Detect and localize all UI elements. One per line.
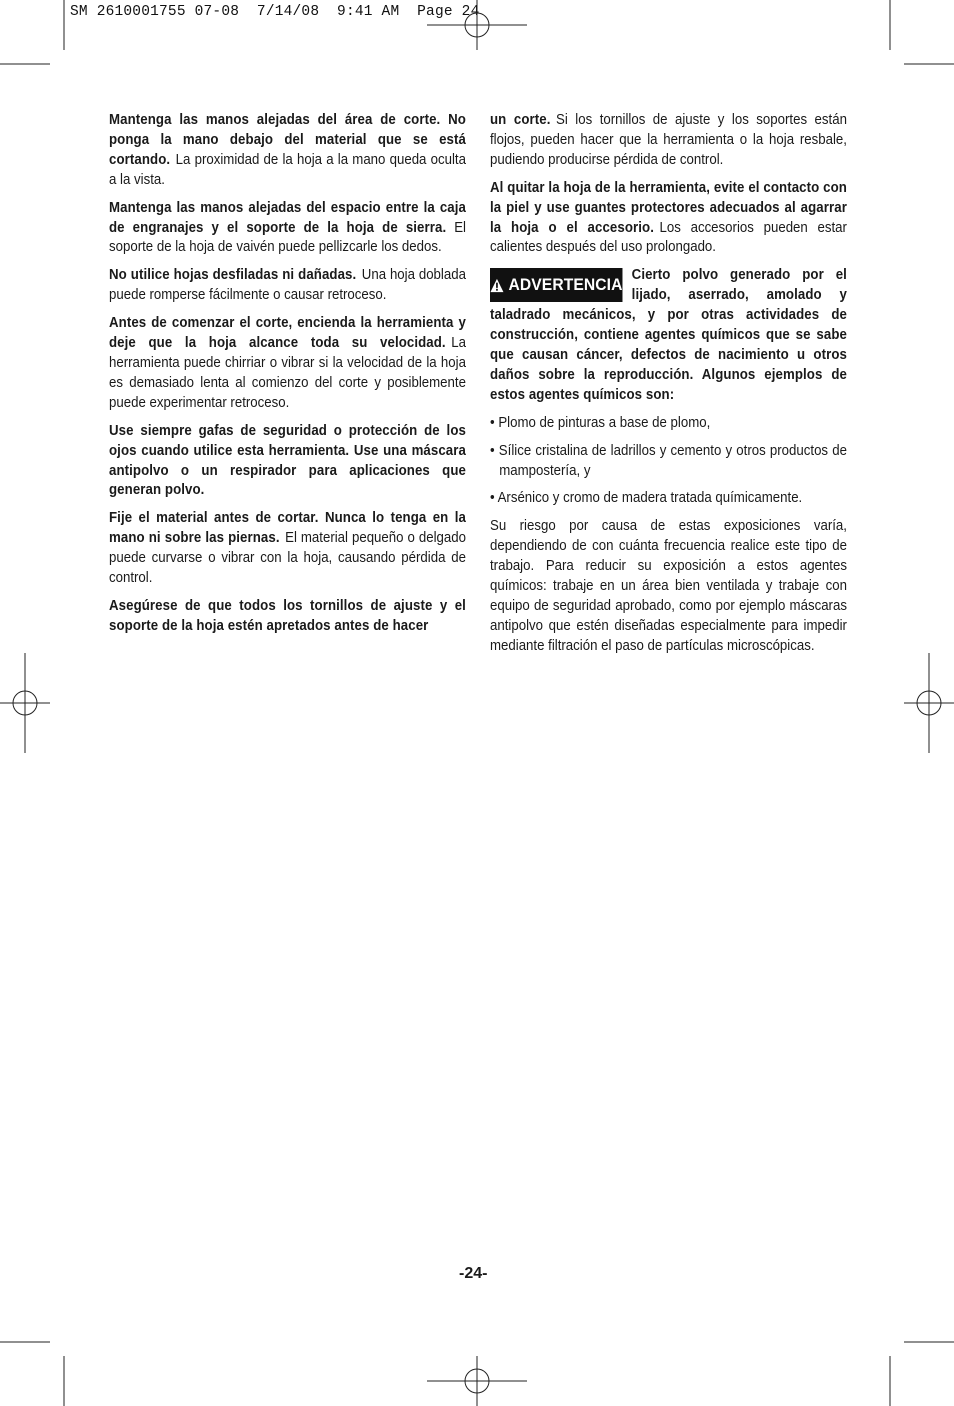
warning-triangle-icon <box>490 278 504 293</box>
paragraph-bold-lead: Antes de comenzar el corte, encienda la herramienta y deje que la hoja alcance toda su velocidad. <box>109 315 466 352</box>
paragraph-hands-cut-area <box>109 111 466 191</box>
warning-badge <box>490 268 622 302</box>
bullet-item-lead: • Plomo de pinturas a base de plomo, <box>490 414 711 431</box>
paragraph-tighten-screws <box>109 597 466 637</box>
paragraph-bold-lead: Al quitar la hoja de la herramienta, evite el contacto con la piel y use guantes protectores adecuados al agarrar la hoja o el accesorio. <box>490 179 847 236</box>
paragraph-safety-glasses <box>109 422 466 502</box>
paragraph-body: La proximidad de la hoja a la mano queda oculta a la vista. <box>109 151 466 188</box>
paragraph-bold-lead: Fije el material antes de cortar. Nunca lo tenga en la mano ni sobre las piernas. <box>109 510 466 547</box>
paragraph-body: El material pequeño o delgado puede curvarse o vibrar con la hoja, causando pérdida de control. <box>109 530 466 587</box>
bullet-item-arsenic: • Arsénico y cromo de madera tratada químicamente. <box>490 490 803 507</box>
warning-label: ADVERTENCIA <box>508 275 623 295</box>
paragraph-body: Una hoja doblada puede romperse fácilmente o causar retroceso. <box>109 267 466 304</box>
paragraph-bold-lead: Asegúrese de que todos los tornillos de ajuste y el soporte de la hoja estén apretados antes de hacer <box>109 597 466 634</box>
warning-block <box>490 266 847 405</box>
paragraph-cut-continued <box>490 111 847 171</box>
paragraph-bold-lead: Use siempre gafas de seguridad o protección de los ojos cuando utilice esta herramienta. Use una máscara antipolvo o un respirador para aplicaciones que generan polvo. <box>109 422 466 499</box>
paragraph-damaged-blades <box>109 266 466 306</box>
bullet-item-silica: • Sílice cristalina de ladrillos y cemento y otros productos de mampostería, y <box>490 442 847 479</box>
right-column <box>490 111 847 665</box>
paragraph-body: Los accesorios pueden estar calientes después del uso prolongado. <box>490 219 847 256</box>
paragraph-secure-material <box>109 509 466 589</box>
page-number: -24- <box>459 1265 488 1282</box>
warning-text: Cierto polvo generado por el lijado, aserrado, amolado y taladrado mecánicos, y por otras actividades de construcción, contiene agentes químicos que se sabe que causan cáncer, defectos de nacimiento u otros daños sobre la reproducción. Algunos ejemplos de estos agentes químicos son: <box>490 267 847 403</box>
paragraph-body: La herramienta puede chirriar o vibrar si la velocidad de la hoja es demasiado lenta al comienzo del corte y posiblemente puede experimentar retroceso. <box>109 335 466 411</box>
paragraph-exposure-risk: Su riesgo por causa de estas exposiciones varía, dependiendo de con cuánta frecuencia realice este tipo de trabajo. Para reducir su exposición a estos agentes químicos: trabaje en un área bien ventilada y trabaje con equipo de seguridad aprobado, como por ejemplo máscaras antipolvo que estén diseñadas especialmente para impedir mediante filtración el paso de partículas microscópicas. <box>490 518 847 654</box>
left-column <box>109 111 466 645</box>
paragraph-remove-blade <box>490 179 847 259</box>
paragraph-start-cut <box>109 314 466 414</box>
paragraph-bold-lead: Mantenga las manos alejadas del área de corte. No ponga la mano debajo del material que se está cortando. <box>109 112 466 168</box>
paragraph-body: Si los tornillos de ajuste y los soportes están flojos, pueden hacer que la herramienta o la hoja resbale, pudiendo producirse pérdida de control. <box>490 112 847 168</box>
paragraph-bold-lead: Mantenga las manos alejadas del espacio entre la caja de engranajes y el soporte de la hoja de sierra. <box>109 199 466 236</box>
paragraph-bold-lead: un corte. <box>490 112 551 128</box>
paragraph-body: El soporte de la hoja de vaivén puede pellizcarle los dedos. <box>109 219 466 256</box>
print-slug: SM 2610001755 07-08 7/14/08 9:41 AM Page 24 <box>70 4 480 20</box>
paragraph-bold-lead: No utilice hojas desfiladas ni dañadas. <box>109 267 357 284</box>
paragraph-gear-case <box>109 199 466 259</box>
